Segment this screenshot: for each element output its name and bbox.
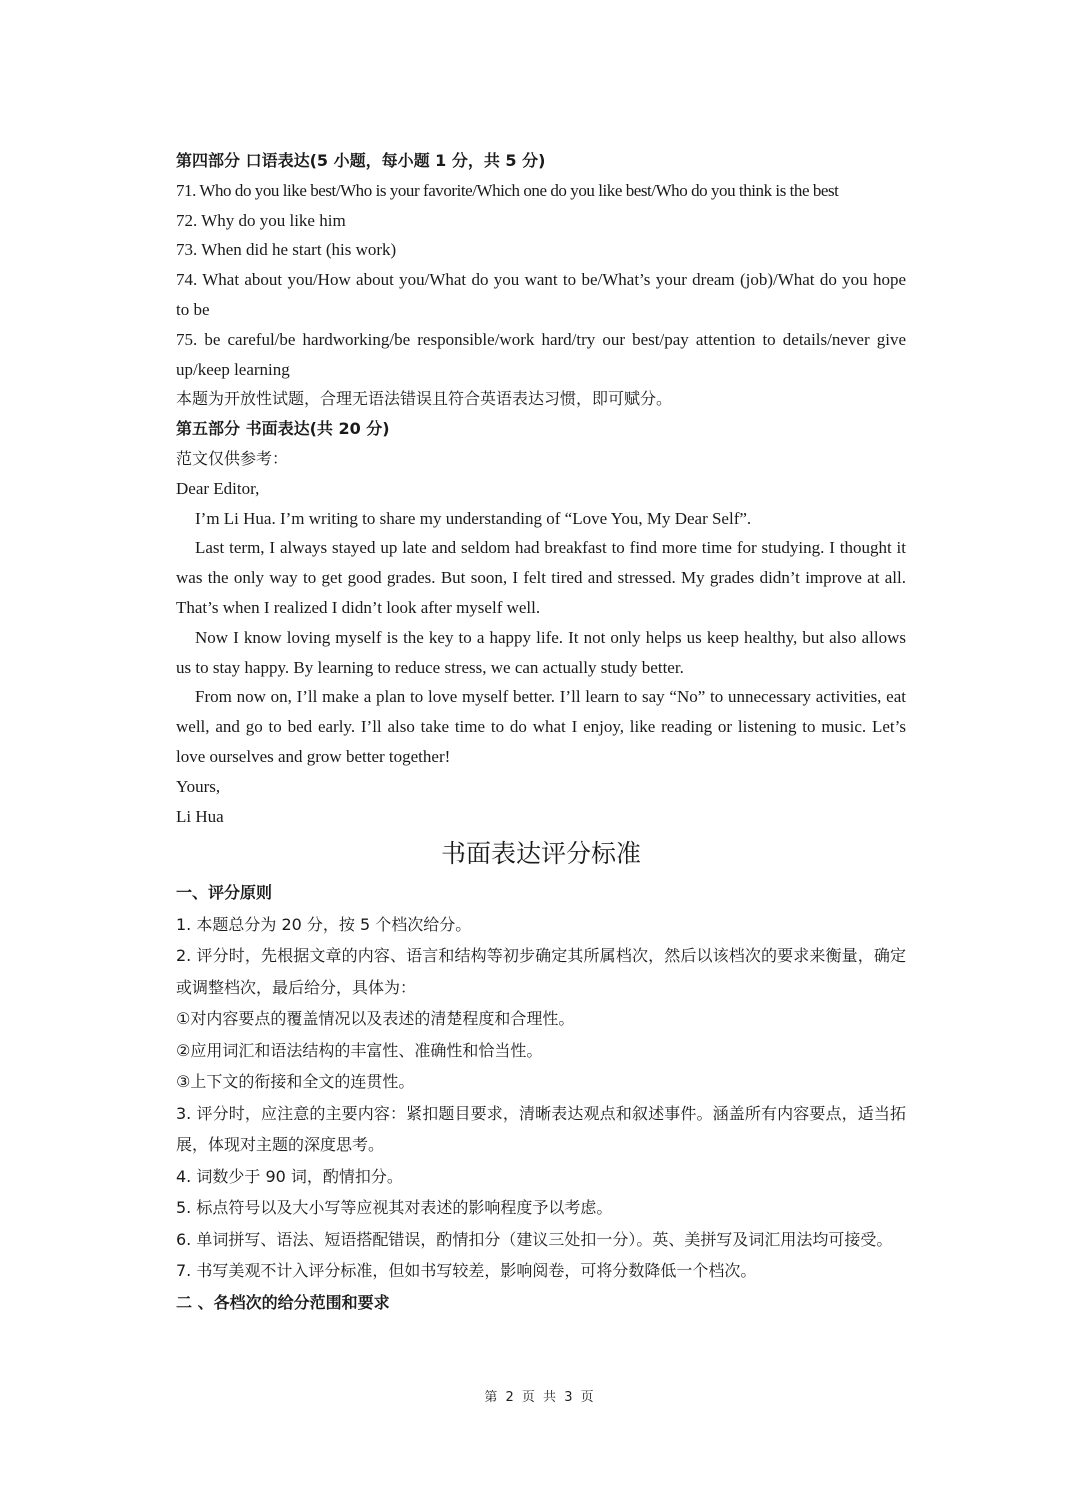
criteria-item: 6. 单词拼写、语法、短语搭配错误，酌情扣分（建议三处扣一分）。英、美拼写及词汇用法均可接受。	[176, 1229, 893, 1249]
letter-signature: Li Hua	[176, 806, 224, 826]
page-content	[176, 146, 906, 1318]
answer-73: 73. When did he start (his work)	[176, 240, 397, 260]
criteria-title: 书面表达评分标准	[440, 839, 641, 869]
criteria-item: 7. 书写美观不计入评分标准，但如书写较差，影响阅卷，可将分数降低一个档次。	[176, 1261, 757, 1281]
answer-75: 75. be careful/be hardworking/be responsible/work hard/try our best/pay attention to details/never give up/keep learning	[176, 329, 906, 379]
letter-paragraph: Now I know loving myself is the key to a happy life. It not only helps us keep healthy, but also allows us to stay happy. By learning to reduce stress, we can actually study better.	[176, 627, 906, 677]
criteria-item: ①对内容要点的覆盖情况以及表述的清楚程度和合理性。	[176, 1009, 575, 1029]
page-footer: 第 2 页 共 3 页	[484, 1390, 596, 1405]
part4-note: 本题为开放性试题，合理无语法错误且符合英语表达习惯，即可赋分。	[176, 389, 673, 409]
criteria-section1-heading: 一、评分原则	[176, 883, 273, 903]
sample-label: 范文仅供参考：	[176, 448, 289, 468]
answer-71: 71. Who do you like best/Who is your favorite/Which one do you like best/Who do you think is the best	[176, 180, 839, 200]
answer-74: 74. What about you/How about you/What do you want to be/What’s your dream (job)/What do you hope to be	[176, 270, 906, 319]
letter-paragraph: I’m Li Hua. I’m writing to share my understanding of “Love You, My Dear Self”.	[195, 508, 752, 528]
criteria-item: ③上下文的衔接和全文的连贯性。	[176, 1072, 415, 1092]
criteria-section2-heading: 二 、各档次的给分范围和要求	[176, 1292, 390, 1312]
criteria-item: 1. 本题总分为 20 分，按 5 个档次给分。	[176, 914, 472, 934]
criteria-item: 2. 评分时，先根据文章的内容、语言和结构等初步确定其所属档次，然后以该档次的要求来衡量，确定或调整档次，最后给分，具体为：	[176, 946, 906, 997]
criteria-item: ②应用词汇和语法结构的丰富性、准确性和恰当性。	[176, 1040, 543, 1060]
criteria-item: 4. 词数少于 90 词，酌情扣分。	[176, 1166, 403, 1186]
letter-paragraph: From now on, I’ll make a plan to love myself better. I’ll learn to say “No” to unnecessary activities, eat well, and go to bed early. I’ll also take time to do what I enjoy, like reading or listening to music. Let’s love ourselves and grow better together!	[176, 687, 906, 766]
letter-salutation: Dear Editor,	[176, 478, 260, 498]
part5-heading: 第五部分 书面表达(共 20 分)	[176, 419, 390, 439]
letter-paragraph: Last term, I always stayed up late and seldom had breakfast to find more time for studying. I thought it was the only way to get good grades. But soon, I felt tired and stressed. My grades didn’t improve at all. That’s when I realized I didn’t look after myself well.	[176, 538, 906, 617]
part4-heading: 第四部分 口语表达(5 小题，每小题 1 分，共 5 分)	[176, 151, 546, 170]
answer-72: 72. Why do you like him	[176, 210, 346, 230]
criteria-item: 3. 评分时，应注意的主要内容：紧扣题目要求，清晰表达观点和叙述事件。涵盖所有内容要点，适当拓展，体现对主题的深度思考。	[176, 1103, 906, 1155]
letter-closing: Yours,	[176, 776, 221, 796]
criteria-item: 5. 标点符号以及大小写等应视其对表述的影响程度予以考虑。	[176, 1198, 613, 1218]
